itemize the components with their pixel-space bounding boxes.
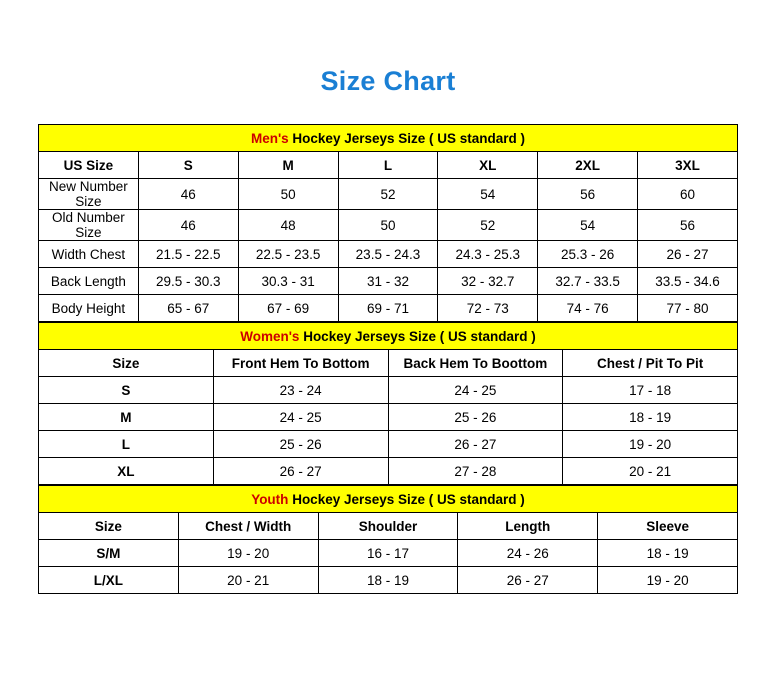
- womens-row-2-col-3: 19 - 20: [563, 431, 738, 458]
- womens-row-1-col-3: 18 - 19: [563, 404, 738, 431]
- youth-row-0-col-4: 18 - 19: [598, 540, 738, 567]
- mens-row-4-label: Body Height: [39, 295, 139, 322]
- mens-row-1-col-4: 52: [438, 210, 538, 241]
- mens-row-2-col-6: 26 - 27: [638, 241, 738, 268]
- mens-row-4-col-5: 74 - 76: [538, 295, 638, 322]
- womens-row-2-col-2: 26 - 27: [388, 431, 563, 458]
- youth-row-0-col-1: 19 - 20: [178, 540, 318, 567]
- womens-row-2-label: L: [39, 431, 214, 458]
- youth-row-0-label: S/M: [39, 540, 179, 567]
- womens-header-1: Front Hem To Bottom: [213, 350, 388, 377]
- table-row: [39, 404, 738, 431]
- table-banner-row: [39, 486, 738, 513]
- page-title: Size Chart: [320, 66, 456, 96]
- mens-header-1: S: [138, 152, 238, 179]
- womens-row-3-col-1: 26 - 27: [213, 458, 388, 485]
- mens-row-3-col-1: 29.5 - 30.3: [138, 268, 238, 295]
- mens-row-4-col-4: 72 - 73: [438, 295, 538, 322]
- youth-row-1-label: L/XL: [39, 567, 179, 594]
- womens-row-2-col-1: 25 - 26: [213, 431, 388, 458]
- womens-row-0-col-2: 24 - 25: [388, 377, 563, 404]
- mens-row-2-col-2: 22.5 - 23.5: [238, 241, 338, 268]
- youth-header-4: Sleeve: [598, 513, 738, 540]
- womens-row-0-col-1: 23 - 24: [213, 377, 388, 404]
- table-row: [39, 431, 738, 458]
- womens-banner-accent: Women's: [240, 328, 300, 344]
- womens-header-3: Chest / Pit To Pit: [563, 350, 738, 377]
- youth-header-1: Chest / Width: [178, 513, 318, 540]
- mens-row-1-col-2: 48: [238, 210, 338, 241]
- mens-banner: [39, 125, 738, 152]
- womens-row-1-col-1: 24 - 25: [213, 404, 388, 431]
- youth-header-2: Shoulder: [318, 513, 458, 540]
- mens-row-4-col-3: 69 - 71: [338, 295, 438, 322]
- womens-banner-rest: Hockey Jerseys Size ( US standard ): [299, 328, 536, 344]
- womens-row-3-label: XL: [39, 458, 214, 485]
- mens-row-4-col-1: 65 - 67: [138, 295, 238, 322]
- table-row: [39, 210, 738, 241]
- table-header-row: [39, 350, 738, 377]
- mens-header-4: XL: [438, 152, 538, 179]
- mens-header-3: L: [338, 152, 438, 179]
- youth-row-0-col-3: 24 - 26: [458, 540, 598, 567]
- mens-row-0-label: New Number Size: [39, 179, 139, 210]
- table-row: [39, 179, 738, 210]
- womens-row-3-col-3: 20 - 21: [563, 458, 738, 485]
- mens-row-0-col-5: 56: [538, 179, 638, 210]
- youth-size-table: [38, 485, 738, 594]
- youth-row-1-col-2: 18 - 19: [318, 567, 458, 594]
- mens-row-0-col-2: 50: [238, 179, 338, 210]
- mens-size-table: [38, 124, 738, 322]
- mens-row-4-col-2: 67 - 69: [238, 295, 338, 322]
- mens-row-2-col-1: 21.5 - 22.5: [138, 241, 238, 268]
- mens-row-4-col-6: 77 - 80: [638, 295, 738, 322]
- womens-banner: [39, 323, 738, 350]
- mens-row-3-col-5: 32.7 - 33.5: [538, 268, 638, 295]
- womens-size-table: [38, 322, 738, 485]
- youth-banner-accent: Youth: [251, 491, 289, 507]
- mens-row-1-col-5: 54: [538, 210, 638, 241]
- youth-header-3: Length: [458, 513, 598, 540]
- youth-row-1-col-4: 19 - 20: [598, 567, 738, 594]
- mens-row-2-col-5: 25.3 - 26: [538, 241, 638, 268]
- mens-row-1-col-3: 50: [338, 210, 438, 241]
- mens-row-3-col-2: 30.3 - 31: [238, 268, 338, 295]
- mens-row-2-col-3: 23.5 - 24.3: [338, 241, 438, 268]
- mens-row-1-label: Old Number Size: [39, 210, 139, 241]
- mens-row-2-label: Width Chest: [39, 241, 139, 268]
- mens-row-2-col-4: 24.3 - 25.3: [438, 241, 538, 268]
- mens-header-2: M: [238, 152, 338, 179]
- table-row: [39, 458, 738, 485]
- table-header-row: [39, 152, 738, 179]
- youth-row-1-col-1: 20 - 21: [178, 567, 318, 594]
- womens-row-1-col-2: 25 - 26: [388, 404, 563, 431]
- womens-row-1-label: M: [39, 404, 214, 431]
- table-row: [39, 268, 738, 295]
- table-header-row: [39, 513, 738, 540]
- mens-header-0: US Size: [39, 152, 139, 179]
- mens-banner-rest: Hockey Jerseys Size ( US standard ): [288, 130, 526, 146]
- size-chart-tables: [38, 95, 738, 594]
- womens-row-3-col-2: 27 - 28: [388, 458, 563, 485]
- mens-header-5: 2XL: [538, 152, 638, 179]
- youth-row-1-col-3: 26 - 27: [458, 567, 598, 594]
- womens-row-0-label: S: [39, 377, 214, 404]
- womens-row-0-col-3: 17 - 18: [563, 377, 738, 404]
- mens-row-0-col-1: 46: [138, 179, 238, 210]
- mens-row-1-col-1: 46: [138, 210, 238, 241]
- mens-row-3-col-6: 33.5 - 34.6: [638, 268, 738, 295]
- table-row: [39, 241, 738, 268]
- mens-row-3-label: Back Length: [39, 268, 139, 295]
- mens-row-0-col-4: 54: [438, 179, 538, 210]
- mens-header-6: 3XL: [638, 152, 738, 179]
- mens-row-3-col-4: 32 - 32.7: [438, 268, 538, 295]
- table-row: [39, 295, 738, 322]
- mens-row-0-col-3: 52: [338, 179, 438, 210]
- table-row: [39, 567, 738, 594]
- youth-row-0-col-2: 16 - 17: [318, 540, 458, 567]
- youth-header-0: Size: [39, 513, 179, 540]
- mens-banner-accent: Men's: [250, 130, 289, 146]
- mens-row-0-col-6: 60: [638, 179, 738, 210]
- mens-row-1-col-6: 56: [638, 210, 738, 241]
- womens-header-2: Back Hem To Boottom: [388, 350, 563, 377]
- table-row: [39, 377, 738, 404]
- youth-banner: [39, 486, 738, 513]
- table-row: [39, 540, 738, 567]
- table-banner-row: [39, 125, 738, 152]
- table-banner-row: [39, 323, 738, 350]
- womens-header-0: Size: [39, 350, 214, 377]
- youth-banner-rest: Hockey Jerseys Size ( US standard ): [288, 491, 525, 507]
- mens-row-3-col-3: 31 - 32: [338, 268, 438, 295]
